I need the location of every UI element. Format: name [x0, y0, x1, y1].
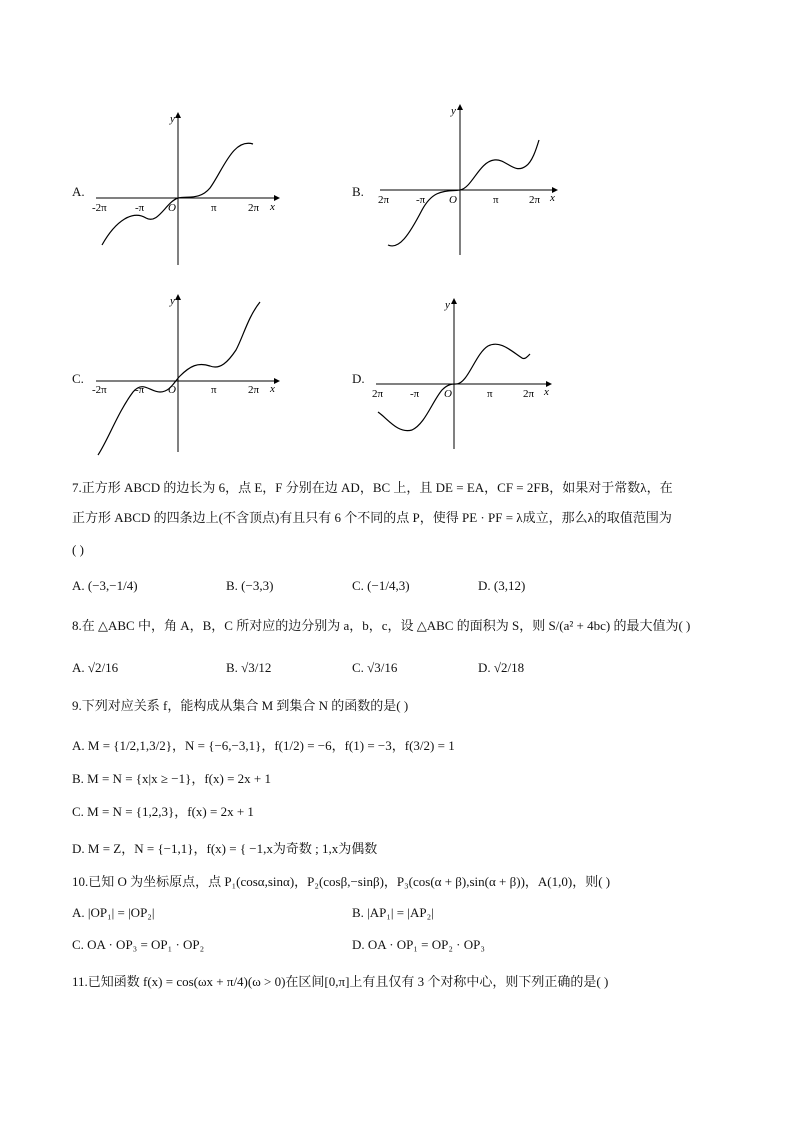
y-axis-label: y — [170, 113, 175, 125]
question-7-line-2: 正方形 ABCD 的四条边上(不含顶点)有且只有 6 个不同的点 P，使得 PE · PF = λ成立，那么λ的取值范围为 — [72, 510, 672, 525]
question-7-option-c: C. (−1/4,3) — [352, 578, 410, 593]
origin-label: O — [444, 388, 452, 400]
tick-label: 2π — [248, 384, 260, 396]
origin-label: O — [168, 202, 176, 214]
question-7-line-3: ( ) — [72, 542, 84, 557]
tick-label: 2π — [523, 388, 535, 400]
question-8-option-a: A. √2/16 — [72, 660, 119, 675]
question-9-option-d: D. M = Z，N = {−1,1}，f(x) = { −1,x为奇数 ; 1,x为偶数 — [72, 841, 378, 856]
question-7-option-b: B. (−3,3) — [226, 578, 274, 593]
tick-label: -2π — [92, 202, 107, 214]
question-9-option-b: B. M = N = {x|x ≥ −1}，f(x) = 2x + 1 — [72, 771, 271, 786]
tick-label: -π — [135, 202, 145, 214]
question-9-text: 9.下列对应关系 f，能构成从集合 M 到集合 N 的函数的是( ) — [72, 698, 409, 713]
tick-label: -π — [410, 388, 420, 400]
graph-c — [88, 292, 288, 462]
y-axis-label: y — [445, 299, 450, 311]
question-8-option-b: B. √3/12 — [226, 660, 272, 675]
tick-label: 2π — [372, 388, 384, 400]
tick-label: π — [211, 202, 217, 214]
y-axis-label: y — [170, 295, 175, 307]
question-7-line-1: 7.正方形 ABCD 的边长为 6，点 E，F 分别在边 AD，BC 上，且 DE = EA，CF = 2FB，如果对于常数λ，在 — [72, 480, 673, 495]
tick-label: 2π — [529, 194, 541, 206]
question-10-option-b: B. |AP₁| = |AP₂| — [352, 905, 434, 920]
question-10-option-d: D. OA · OP₁ = OP₂ · OP₃ — [352, 937, 485, 952]
graph-a-option-label: A. — [72, 184, 85, 199]
x-axis-label: x — [544, 386, 549, 398]
question-8-option-d: D. √2/18 — [478, 660, 525, 675]
tick-label: -π — [135, 384, 145, 396]
graph-d — [370, 294, 570, 454]
question-10-option-a: A. |OP₁| = |OP₂| — [72, 905, 155, 920]
question-7-option-a: A. (−3,−1/4) — [72, 578, 138, 593]
graph-c-option-label: C. — [72, 371, 84, 386]
tick-label: π — [493, 194, 499, 206]
tick-label: 2π — [248, 202, 260, 214]
tick-label: 2π — [378, 194, 390, 206]
graph-d-option-label: D. — [352, 371, 365, 386]
origin-label: O — [449, 194, 457, 206]
question-9-option-c: C. M = N = {1,2,3}，f(x) = 2x + 1 — [72, 804, 254, 819]
tick-label: -2π — [92, 384, 107, 396]
question-7-option-d: D. (3,12) — [478, 578, 526, 593]
question-11-text: 11.已知函数 f(x) = cos(ωx + π/4)(ω > 0)在区间[0,π]上有且仅有 3 个对称中心，则下列正确的是( ) — [72, 974, 609, 989]
graph-a — [88, 110, 288, 270]
question-9-option-a: A. M = {1/2,1,3/2}，N = {−6,−3,1}，f(1/2) = −6，f(1) = −3，f(3/2) = 1 — [72, 738, 455, 753]
graph-b — [374, 100, 574, 260]
tick-label: π — [487, 388, 493, 400]
x-axis-label: x — [270, 383, 275, 395]
graph-b-option-label: B. — [352, 184, 364, 199]
y-axis-label: y — [451, 105, 456, 117]
question-8-option-c: C. √3/16 — [352, 660, 398, 675]
question-8-text: 8.在 △ABC 中，角 A，B，C 所对应的边分别为 a，b，c，设 △ABC 的面积为 S，则 S/(a² + 4bc) 的最大值为( ) — [72, 618, 691, 633]
x-axis-label: x — [550, 192, 555, 204]
question-10-text: 10.已知 O 为坐标原点，点 P₁(cosα,sinα)，P₂(cosβ,−sinβ)，P₃(cos(α + β),sin(α + β))，A(1,0)，则( ) — [72, 874, 611, 889]
origin-label: O — [168, 384, 176, 396]
x-axis-label: x — [270, 201, 275, 213]
tick-label: -π — [416, 194, 426, 206]
tick-label: π — [211, 384, 217, 396]
question-10-option-c: C. OA · OP₃ = OP₁ · OP₂ — [72, 937, 205, 952]
